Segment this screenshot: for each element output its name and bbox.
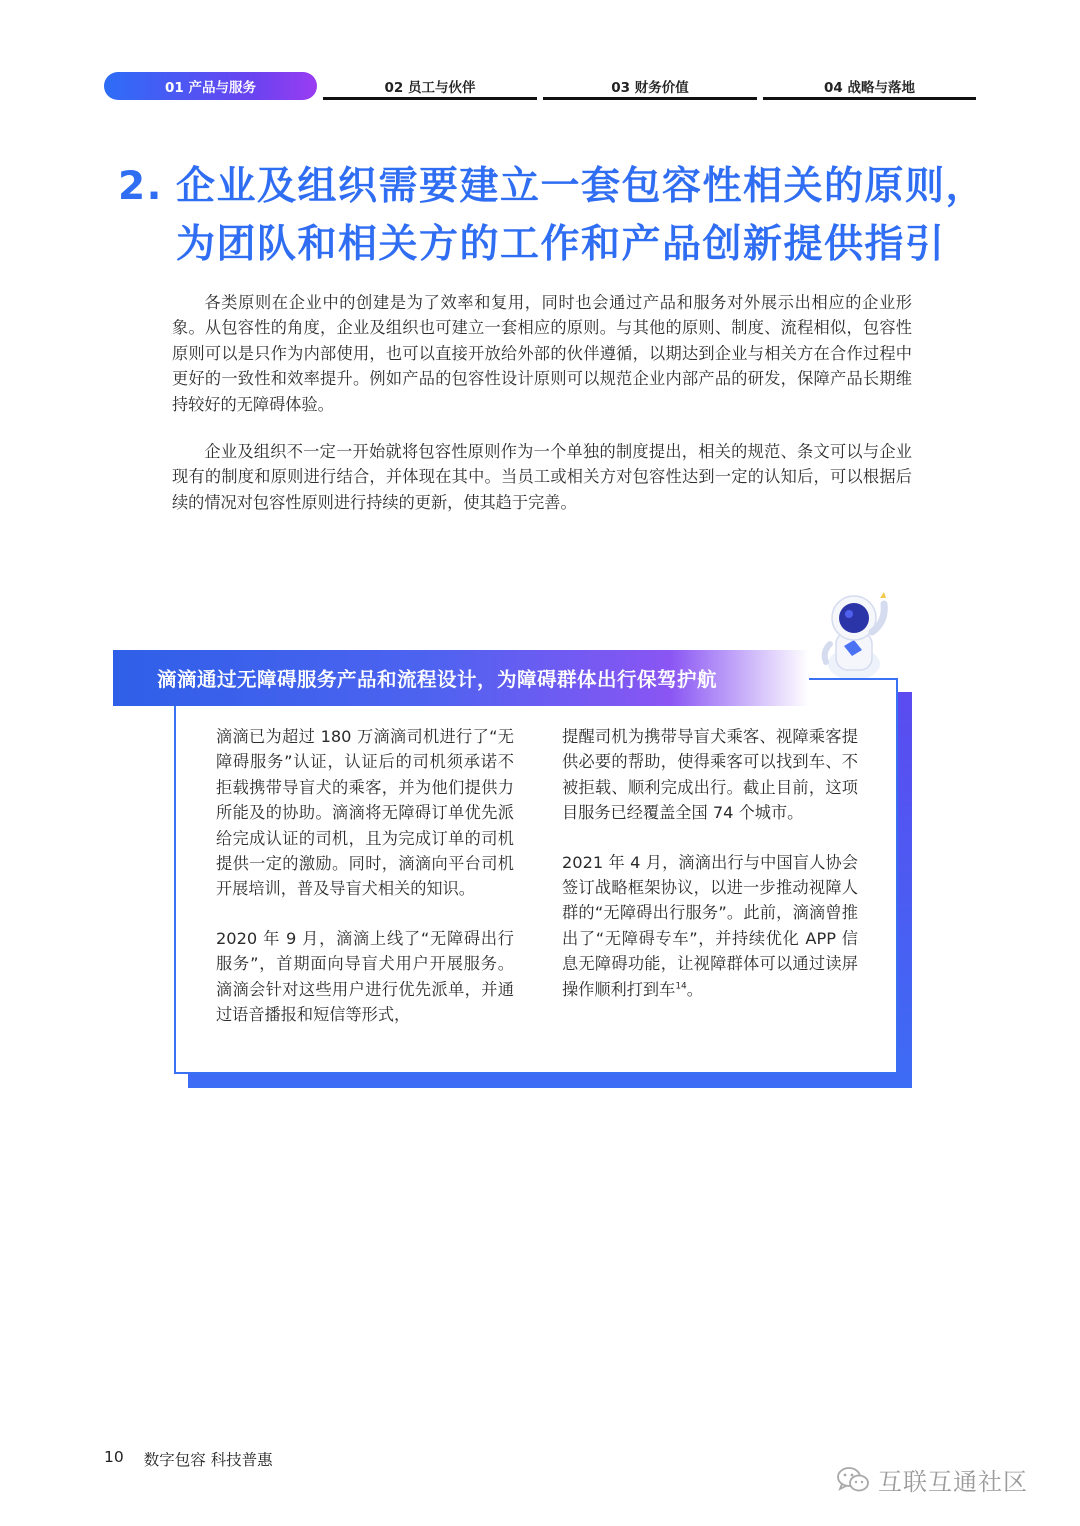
title-line-1: 企业及组织需要建立一套包容性相关的原则， bbox=[176, 164, 987, 209]
callout-banner bbox=[113, 650, 809, 706]
tab-financial-value[interactable] bbox=[543, 72, 757, 100]
callout-column-right bbox=[562, 724, 858, 1002]
astronaut-illustration bbox=[810, 588, 900, 680]
tab-strategy-implementation[interactable] bbox=[763, 72, 976, 100]
top-navigation bbox=[104, 72, 976, 100]
section-number: 2. bbox=[118, 164, 163, 209]
publication-title: 数字包容 科技普惠 bbox=[143, 1451, 273, 1469]
tab-label: 02 员工与伙伴 bbox=[384, 80, 476, 96]
callout-paragraph: 提醒司机为携带导盲犬乘客、视障乘客提供必要的帮助，使得乘客可以找到车、不被拒载、顺利完成出行。截止目前，这项目服务已经覆盖全国 74 个城市。 bbox=[562, 727, 858, 823]
callout-paragraph: 滴滴已为超过 180 万滴滴司机进行了“无障碍服务”认证，认证后的司机须承诺不拒载携带导盲犬的乘客，并为他们提供力所能及的协助。滴滴将无障碍订单优先派给完成认证的司机，且为完成订单的司机提供一定的激励。同时，滴滴向平台司机开展培训，普及导盲犬相关的知识。 bbox=[216, 727, 514, 899]
tab-employees-partners[interactable] bbox=[323, 72, 537, 100]
wechat-icon bbox=[836, 1465, 870, 1495]
tab-label: 03 财务价值 bbox=[611, 80, 689, 96]
tab-underline bbox=[763, 97, 976, 100]
tab-label: 04 战略与落地 bbox=[824, 80, 915, 96]
tab-underline bbox=[543, 97, 757, 100]
tab-products-services[interactable] bbox=[104, 72, 317, 100]
title-line-2: 为团队和相关方的工作和产品创新提供指引 bbox=[176, 222, 946, 267]
callout-paragraph: 2020 年 9 月，滴滴上线了“无障碍出行服务”，首期面向导盲犬用户开展服务。滴滴会针对这些用户进行优先派单，并通过语音播报和短信等形式， bbox=[216, 928, 514, 1025]
callout-paragraph-last bbox=[562, 850, 858, 1002]
footnote-marker[interactable]: 14 bbox=[675, 981, 687, 992]
tab-label: 01 产品与服务 bbox=[165, 80, 256, 96]
callout-paragraph-text: 2021 年 4 月，滴滴出行与中国盲人协会签订战略框架协议，以进一步推动视障人群的“无障碍出行服务”。此前，滴滴曾推出了“无障碍专车”，并持续优化 APP 信息无障碍功能，让视障群体可以通过读屏操作顺利打到车 bbox=[562, 852, 858, 999]
watermark-text: 互联互通社区 bbox=[878, 1468, 1028, 1496]
page-footer bbox=[104, 1448, 273, 1470]
section-title bbox=[118, 158, 998, 274]
watermark bbox=[836, 1462, 1028, 1497]
callout-paragraph-end: 。 bbox=[686, 979, 703, 999]
body-paragraph-1: 各类原则在企业中的创建是为了效率和复用，同时也会通过产品和服务对外展示出相应的企业形象。从包容性的角度，企业及组织也可建立一套相应的原则。与其他的原则、制度、流程相似，包容性原则可以是只作为内部使用，也可以直接开放给外部的伙伴遵循，以期达到企业与相关方在合作过程中更好的一致性和效率提升。例如产品的包容性设计原则可以规范企业内部产品的研发，保障产品长期维持较好的无障碍体验。 bbox=[172, 293, 912, 414]
tab-underline bbox=[323, 97, 537, 100]
callout-heading: 滴滴通过无障碍服务产品和流程设计，为障碍群体出行保驾护航 bbox=[157, 668, 718, 691]
page-number: 10 bbox=[104, 1448, 124, 1466]
body-paragraph-2: 企业及组织不一定一开始就将包容性原则作为一个单独的制度提出，相关的规范、条文可以与企业现有的制度和原则进行结合，并体现在其中。当员工或相关方对包容性达到一定的认知后，可以根据后续的情况对包容性原则进行持续的更新，使其趋于完善。 bbox=[172, 442, 912, 512]
callout-column-left bbox=[216, 724, 514, 1027]
